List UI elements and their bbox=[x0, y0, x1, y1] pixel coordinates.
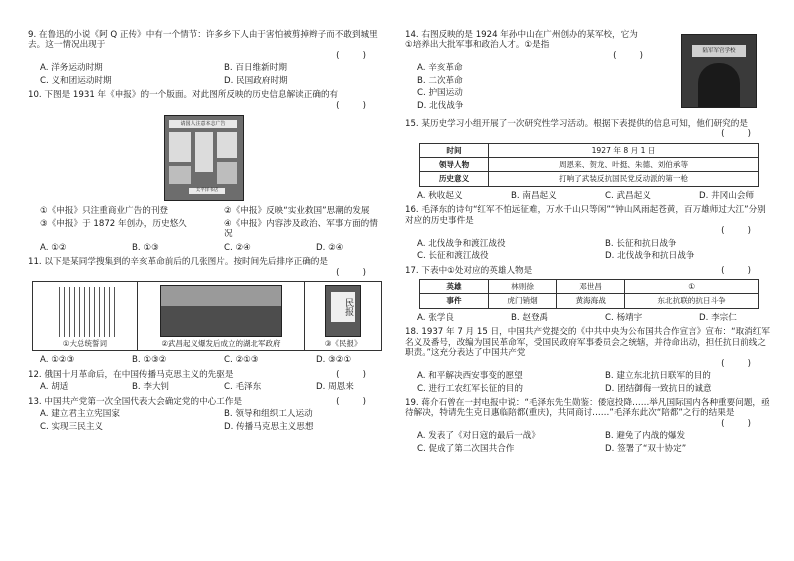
option-d: D. 北伐战争和抗日战争 bbox=[605, 251, 695, 262]
question-19 bbox=[405, 398, 771, 455]
gate-plaque: 陆军军官学校 bbox=[692, 45, 746, 57]
question-16 bbox=[405, 205, 771, 262]
option-b: B. 赵登禹 bbox=[511, 312, 549, 323]
table-cell: 1927 年 8 月 1 日 bbox=[489, 143, 759, 157]
question-stem: 19. 蒋介石曾在一封电报中说：“毛泽东先生勋鉴：倭寇投降……举凡国际国内各种重要问题，亟待解决，特请先生克日惠临陪都(重庆)，共同商讨……”毛泽东此次“陪都”之行的结果是 bbox=[405, 398, 770, 419]
option-d: D. 周恩来 bbox=[316, 382, 354, 393]
option-b: B. ①③② bbox=[132, 355, 167, 366]
answer-bracket: ( ) bbox=[336, 396, 368, 407]
question-stem: 9. 在鲁迅的小说《阿 Q 正传》中有一个情节：许多乡下人由于害怕被剪掉辫子而不敢到城里去。这一情况出现于 bbox=[28, 30, 378, 51]
option-b: B. 领导和组织工人运动 bbox=[224, 409, 313, 420]
oath-document-image bbox=[55, 287, 115, 337]
option-a: A. 洋务运动时期 bbox=[40, 63, 103, 74]
table-cell: ① bbox=[625, 280, 759, 294]
question-stem: 14. 右图反映的是 1924 年孙中山在广州创办的某军校，它为①培养出大批军事和政治人才。①是指 bbox=[405, 30, 638, 51]
newspaper-block bbox=[217, 162, 237, 184]
option-a: A. 发表了《对日寇的最后一战》 bbox=[417, 431, 540, 442]
option-a: A. 秋收起义 bbox=[417, 190, 463, 201]
option-d: D. ②④ bbox=[316, 242, 344, 253]
table-cell: 英雄 bbox=[420, 280, 489, 294]
table-cell: 打响了武装反抗国民党反动派的第一枪 bbox=[489, 172, 759, 186]
answer-bracket: ( ) bbox=[721, 265, 753, 276]
table-cell: 事件 bbox=[420, 294, 489, 308]
shenbao-newspaper-image bbox=[164, 115, 244, 201]
gate-arch bbox=[698, 63, 740, 107]
table-cell: 虎门销烟 bbox=[489, 294, 557, 308]
option-d: D. 团结御侮一致抗日的诚意 bbox=[605, 383, 712, 394]
option-c: C. 毛泽东 bbox=[224, 382, 262, 393]
question-15 bbox=[405, 119, 771, 202]
option-b: B. 百日维新时期 bbox=[224, 63, 287, 74]
table-cell: 黄海海战 bbox=[557, 294, 625, 308]
question-18 bbox=[405, 327, 771, 395]
option-c: C. 杨靖宇 bbox=[605, 312, 643, 323]
option-b: B. 避免了内战的爆发 bbox=[605, 431, 686, 442]
answer-bracket: ( ) bbox=[613, 50, 645, 61]
option-c: C. ②①③ bbox=[224, 355, 259, 366]
newspaper-caption: 太平洋书店 bbox=[189, 188, 225, 194]
question-stem: 13. 中国共产党第一次全国代表大会确定党的中心工作是 bbox=[28, 396, 243, 407]
option-d: D. 民国政府时期 bbox=[224, 75, 288, 86]
answer-bracket: ( ) bbox=[336, 267, 368, 278]
question-11 bbox=[28, 257, 386, 366]
answer-bracket: ( ) bbox=[721, 418, 753, 429]
image-cell bbox=[305, 282, 382, 351]
newspaper-block bbox=[217, 132, 237, 158]
option-b: B. 南昌起义 bbox=[511, 190, 557, 201]
option-a: A. 胡适 bbox=[40, 382, 69, 393]
question-stem: 11. 以下是某同学搜集到的辛亥革命前后的几张图片。按时间先后排序正确的是 bbox=[28, 257, 328, 268]
option-c: C. 护国运动 bbox=[417, 88, 463, 99]
option-c: C. 义和团运动时期 bbox=[40, 75, 112, 86]
answer-bracket: ( ) bbox=[336, 369, 368, 380]
left-column bbox=[28, 30, 386, 436]
answer-bracket: ( ) bbox=[336, 50, 368, 61]
hubei-military-government-image bbox=[160, 285, 282, 337]
statement-1: ①《申报》只注重商业广告的刊登 bbox=[40, 206, 169, 217]
question-14 bbox=[405, 30, 771, 116]
option-a: A. 辛亥革命 bbox=[417, 63, 463, 74]
newspaper-block bbox=[169, 166, 191, 184]
hero-table bbox=[419, 279, 759, 309]
minbao-title: 民报 bbox=[331, 292, 355, 322]
image-caption: ①大总统誓词 bbox=[62, 339, 107, 349]
question-10 bbox=[28, 90, 386, 254]
answer-bracket: ( ) bbox=[721, 358, 753, 369]
question-stem: 16. 毛泽东的诗句“红军不怕远征难，万水千山只等闲”“钟山风雨起苍黄，百万雄师过大江”分别对应的历史事件是 bbox=[405, 205, 766, 226]
table-cell: 历史意义 bbox=[420, 172, 489, 186]
question-12 bbox=[28, 370, 386, 394]
table-cell: 时间 bbox=[420, 143, 489, 157]
table-row bbox=[420, 172, 759, 186]
option-c: C. 促成了第二次国共合作 bbox=[417, 443, 515, 454]
option-a: A. ①② bbox=[40, 242, 67, 253]
statement-4: ④《申报》内容涉及政治、军事方面的情况 bbox=[224, 218, 378, 240]
option-d: D. 李宗仁 bbox=[699, 312, 737, 323]
option-b: B. ①③ bbox=[132, 242, 159, 253]
option-c: C. 进行工农红军长征的目的 bbox=[417, 383, 523, 394]
table-cell: 东北抗联的抗日斗争 bbox=[625, 294, 759, 308]
option-a: A. 建立君主立宪国家 bbox=[40, 409, 120, 420]
table-row bbox=[420, 280, 759, 294]
newspaper-headline: 请国人注意本志广告 bbox=[169, 120, 237, 128]
question-17 bbox=[405, 266, 771, 324]
newspaper-block bbox=[169, 132, 191, 162]
option-d: D. 北伐战争 bbox=[417, 100, 464, 111]
option-a: A. ①②③ bbox=[40, 355, 75, 366]
table-row bbox=[420, 158, 759, 172]
image-table bbox=[32, 281, 382, 351]
image-cell bbox=[33, 282, 138, 351]
newspaper-block bbox=[195, 132, 213, 172]
statement-2: ②《申报》反映“实业救国”思潮的发展 bbox=[224, 206, 370, 217]
option-d: D. ③②① bbox=[316, 355, 352, 366]
option-b: B. 长征和抗日战争 bbox=[605, 238, 677, 249]
table-cell: 邓世昌 bbox=[557, 280, 625, 294]
option-b: B. 二次革命 bbox=[417, 75, 463, 86]
question-stem: 17. 下表中①处对应的英雄人物是 bbox=[405, 265, 533, 276]
question-stem: 18. 1937 年 7 月 15 日，中国共产党提交的《中共中央为公布国共合作宣言》宣布：“取消红军名义及番号，改编为国民革命军，受国民政府军事委员会之统辖，并待命出动，担任抗日前线之职责。”这充分表达了中国共产党 bbox=[405, 327, 770, 359]
option-b: B. 建立东北抗日联军的目的 bbox=[605, 371, 711, 382]
table-cell: 领导人物 bbox=[420, 158, 489, 172]
answer-bracket: ( ) bbox=[336, 100, 368, 111]
option-a: A. 张学良 bbox=[417, 312, 454, 323]
answer-bracket: ( ) bbox=[721, 129, 753, 140]
table-row bbox=[420, 143, 759, 157]
option-d: D. 井冈山会师 bbox=[699, 190, 755, 201]
question-stem: 10. 下图是 1931 年《申报》的一个版面。对此图所反映的历史信息解读正确的有 bbox=[28, 90, 339, 101]
minbao-cover-image bbox=[325, 285, 361, 337]
question-9 bbox=[28, 30, 386, 87]
question-13 bbox=[28, 397, 386, 433]
military-academy-gate-image bbox=[681, 34, 757, 108]
image-caption: ③《民报》 bbox=[324, 339, 362, 349]
option-b: B. 李大钊 bbox=[132, 382, 170, 393]
image-caption: ②武昌起义爆发后成立的湖北军政府 bbox=[161, 339, 281, 349]
statement-3: ③《申报》于 1872 年创办，历史悠久 bbox=[40, 218, 187, 229]
option-d: D. 签署了“双十协定” bbox=[605, 443, 687, 454]
info-table bbox=[419, 143, 759, 187]
table-cell: 林则徐 bbox=[489, 280, 557, 294]
option-d: D. 传播马克思主义思想 bbox=[224, 421, 314, 432]
option-c: C. ②④ bbox=[224, 242, 251, 253]
table-cell: 周恩来、贺龙、叶挺、朱德、刘伯承等 bbox=[489, 158, 759, 172]
option-c: C. 长征和渡江战役 bbox=[417, 251, 489, 262]
question-stem: 15. 某历史学习小组开展了一次研究性学习活动。根据下表提供的信息可知，他们研究的是 bbox=[405, 119, 748, 129]
option-a: A. 北伐战争和渡江战役 bbox=[417, 238, 506, 249]
right-column bbox=[405, 30, 771, 458]
answer-bracket: ( ) bbox=[721, 226, 753, 237]
option-c: C. 武昌起义 bbox=[605, 190, 651, 201]
table-row bbox=[420, 294, 759, 308]
question-stem: 12. 俄国十月革命后，在中国传播马克思主义的先驱是 bbox=[28, 369, 234, 380]
option-a: A. 和平解决西安事变的愿望 bbox=[417, 371, 523, 382]
image-cell bbox=[137, 282, 305, 351]
option-c: C. 实现三民主义 bbox=[40, 421, 104, 432]
